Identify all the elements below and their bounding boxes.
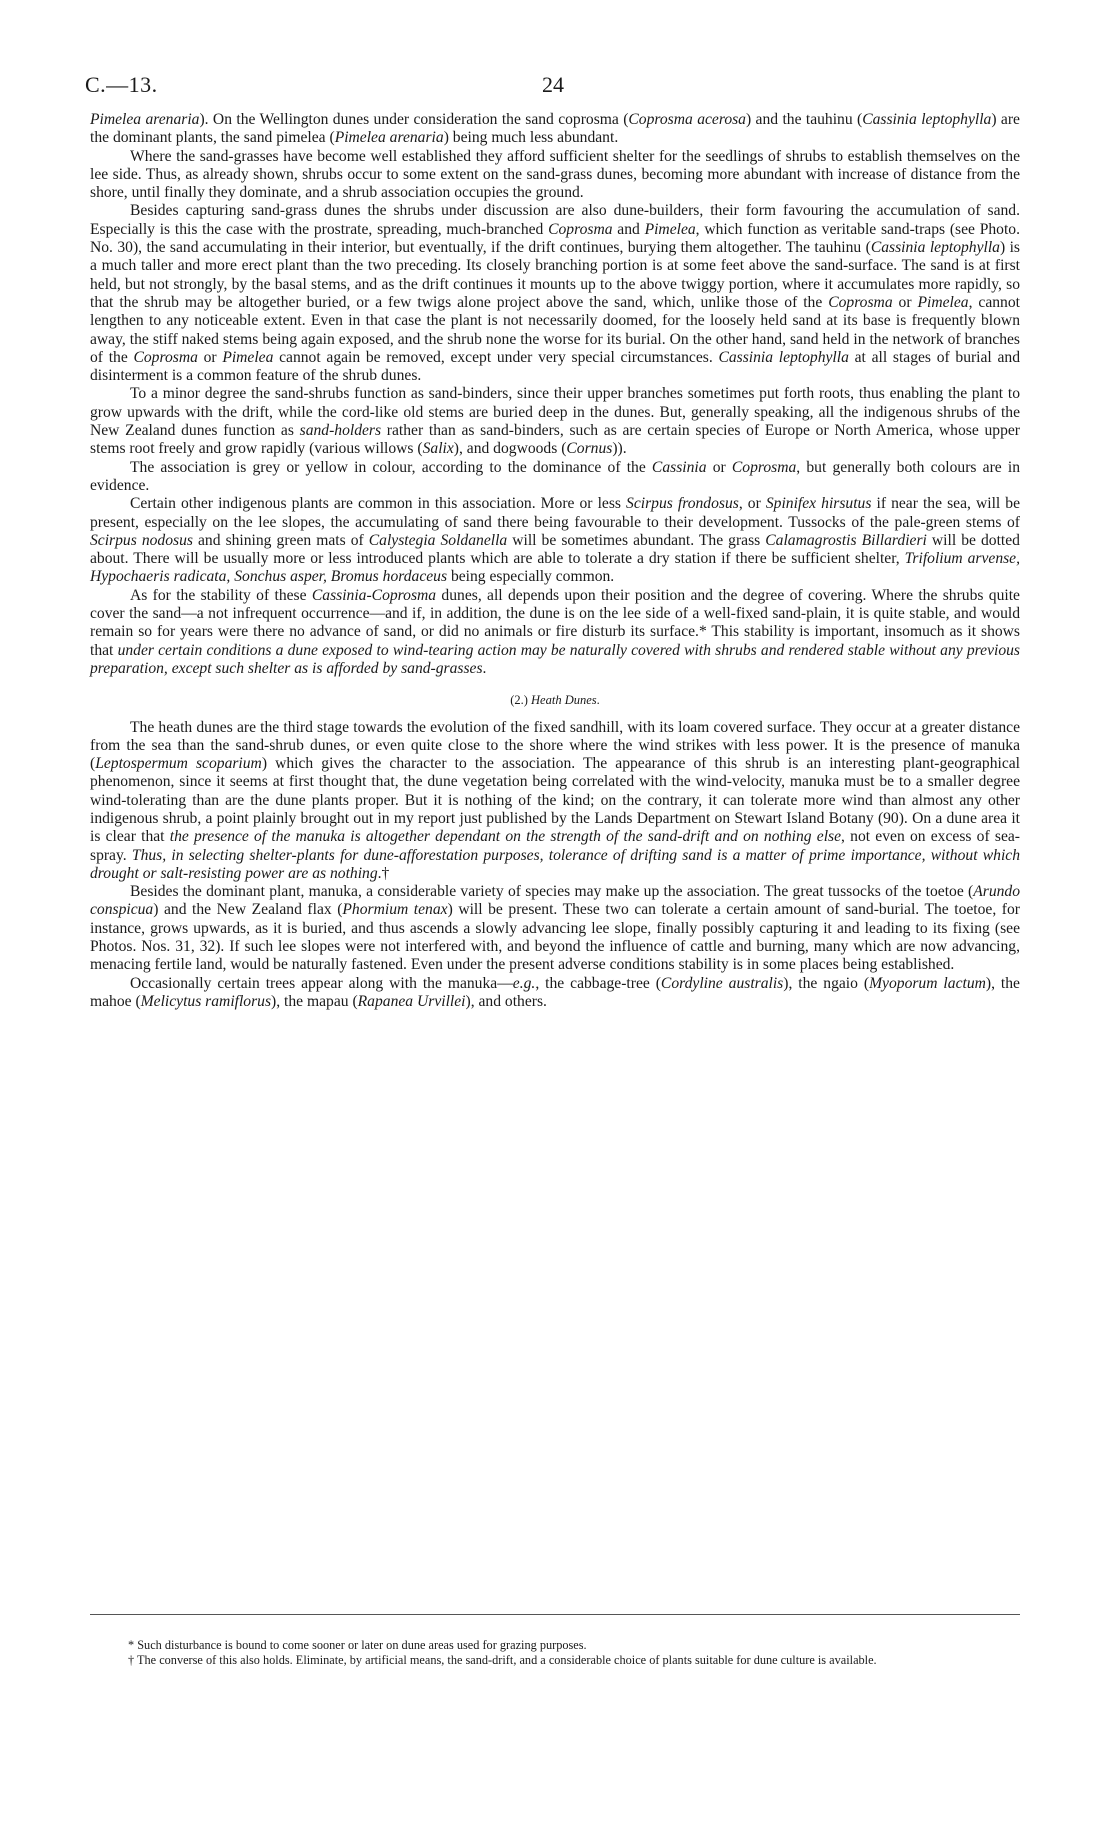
paragraph-dune-builders: Besides capturing sand-grass dunes the shrubs under discussion are also dune-builders, their form favouring the accumulation of sand. Especially is this the case with the prostrate, spreading, much-branched Coprosma and Pimelea, which function as veritable sand-traps (see Photo. No. 30), the sand accumulating in their interior, but eventually, if the drift continues, burying them altogether. The tauhinu (Cassinia leptophylla) is a much taller and more erect plant than the two preceding. Its closely branching portion is at some feet above the sand-surface. The sand is at first held, but not strongly, by the basal stems, and as the drift continues it mounts up to the above twiggy portion, where it accumulates more rapidly, so that the shrub may be altogether buried, or a few twigs alone project above the sand, which, unlike those of the Coprosma or Pimelea, cannot lengthen to any noticeable extent. Even in that case the plant is not necessarily doomed, for the loosely held sand at its base is frequently blown away, the stiff naked stems being again exposed, and the shrub none the worse for its burial. On the other hand, sand held in the network of branches of the Coprosma or Pimelea cannot again be removed, except under very special circumstances. Cassinia leptophylla at all stages of burial and disinterment is a common feature of the shrub dunes. [90,202,1020,385]
footnote-divider [90,1614,1020,1615]
paragraph-heath-dunes: The heath dunes are the third stage towards the evolution of the fixed sandhill, with its loam covered surface. They occur at a greater distance from the sea than the sand-shrub dunes, or even quite close to the shore where the wind strikes with less power. It is the presence of manuka (Leptospermum scoparium) which gives the character to the association. The appearance of this shrub is an interesting plant-geographical phenomenon, since it seems at first thought that, the dune vegetation being correlated with the wind-velocity, manuka must be to a smaller degree wind-tolerating than are the dune plants proper. But it is nothing of the kind; on the contrary, it can tolerate more wind than almost any other indigenous shrub, a point plainly brought out in my report just published by the Lands Department on Stewart Island Botany (90). On a dune area it is clear that the presence of the manuka is altogether dependant on the strength of the sand-drift and on nothing else, not even on excess of sea-spray. Thus, in selecting shelter-plants for dune-afforestation purposes, tolerance of drifting sand is a matter of prime importance, without which drought or salt-resisting power are as nothing.† [90,718,1021,882]
paragraph-sand-binders: To a minor degree the sand-shrubs function as sand-binders, since their upper branches sometimes put forth roots, thus enabling the plant to grow upwards with the drift, while the cord-like old stems are buried deep in the dunes. But, generally speaking, all the indigenous shrubs of the New Zealand dunes function as sand-holders rather than as sand-binders, such as are certain species of Europe or North America, whose upper stems root freely and grow rapidly (various willows (Salix), and dogwoods (Cornus)). [90,385,1020,458]
footnote: * Such disturbance is bound to come sooner or later on dune areas used for grazing purposes. [128,1638,587,1652]
paragraph-colour: The association is grey or yellow in colour, according to the dominance of the Cassinia or Coprosma, but generally both colours are in evidence. [90,458,1020,494]
section-heading: (2.) Heath Dunes. [510,693,600,708]
paragraph-continuation: Pimelea arenaria). On the Wellington dunes under consideration the sand coprosma (Coprosma acerosa) and the tauhinu (Cassinia leptophylla) are the dominant plants, the sand pimelea (Pimelea arenaria) being much less abundant. [90,111,1020,147]
paragraph-association-species: Besides the dominant plant, manuka, a considerable variety of species may make up the association. The great tussocks of the toetoe (Arundo conspicua) and the New Zealand flax (Phormium tenax) will be present. These two can tolerate a certain amount of sand-burial. The toetoe, for instance, grows upwards, as it is buried, and thus ascends a slowly advancing lee slope, finally possibly capturing it and leading to its fixing (see Photos. Nos. 31, 32). If such lee slopes were not interfered with, and beyond the influence of cattle and burning, many which are now advancing, menacing fertile land, would be naturally fastened. Even under the present adverse conditions stability is in some places being established. [90,883,1020,974]
paragraph-trees: Occasionally certain trees appear along with the manuka—e.g., the cabbage-tree (Cordyline australis), the ngaio (Myoporum lactum), the mahoe (Melicytus ramiflorus), the mapau (Rapanea Urvillei), and others. [90,974,1020,1010]
paragraph-stability: As for the stability of these Cassinia-Coprosma dunes, all depends upon their position and the degree of covering. Where the shrubs quite cover the sand—a not infrequent occurrence—and if, in addition, the dune is on the lee side of a well-fixed sand-plain, it is quite stable, and would remain so for years were there no advance of sand, or did no animals or fire disturb its surface.* This stability is important, insomuch as it shows that under certain conditions a dune exposed to wind-tearing action may be naturally covered with shrubs and rendered stable without any previous preparation, except such shelter as is afforded by sand-grasses. [90,586,1020,677]
footnote: † The converse of this also holds. Eliminate, by artificial means, the sand-drift, and a considerable choice of plants suitable for dune culture is available. [128,1653,877,1667]
page-number: 24 [542,72,564,97]
paragraph-other-plants: Certain other indigenous plants are common in this association. More or less Scirpus frondosus, or Spinifex hirsutus if near the sea, will be present, especially on the lee slopes, the accumulating of sand there being favourable to their development. Tussocks of the pale-green stems of Scirpus nodosus and shining green mats of Calystegia Soldanella will be sometimes abundant. The grass Calamagrostis Billardieri will be dotted about. There will be usually more or less introduced plants which are able to tolerate a dry station if there be sufficient shelter, Trifolium arvense, Hypochaeris radicata, Sonchus asper, Bromus hordaceus being especially common. [90,495,1021,586]
footnotes [90,1638,1020,1668]
report-reference: C.—13. [85,72,158,97]
body-text [90,111,1020,1011]
paragraph-shrub-establishment: Where the sand-grasses have become well established they afford sufficient shelter for the seedlings of shrubs to establish themselves on the lee side. Thus, as already shown, shrubs occur to some extent on the sand-grass dunes, becoming more abundant with increase of distance from the shore, until finally they dominate, and a shrub association occupies the ground. [90,147,1020,202]
